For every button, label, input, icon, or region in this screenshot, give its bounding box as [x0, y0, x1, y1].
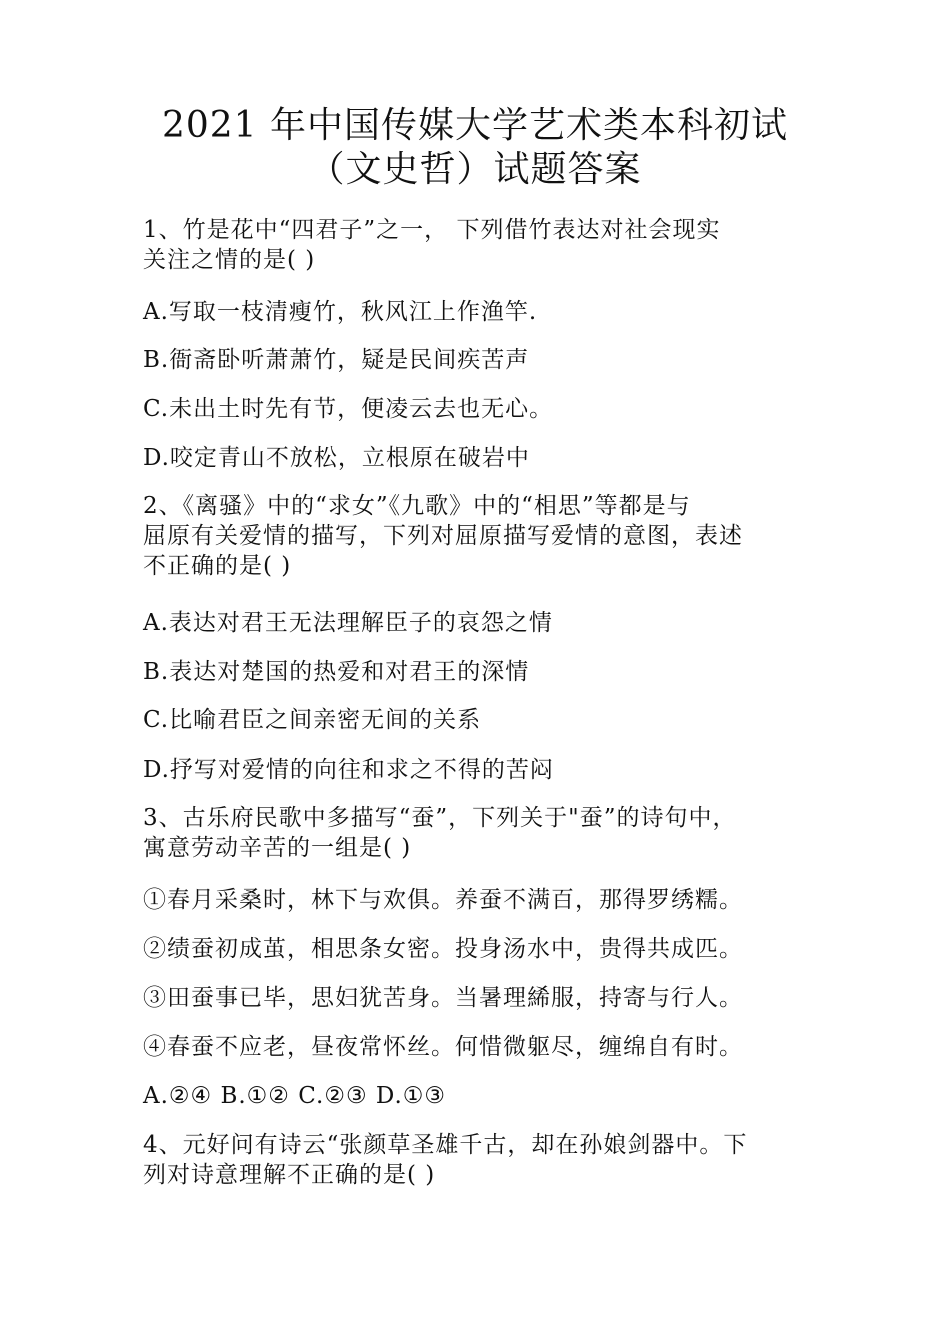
question-2-option-d: D.抒写对爱情的向往和求之不得的苦闷 [143, 757, 554, 783]
question-3-poem-1: ①春月采桑时，林下与欢俱。养蚕不满百，那得罗绣糯。 [143, 887, 743, 913]
question-4-stem-line-2: 列对诗意理解不正确的是( ) [143, 1162, 436, 1188]
question-1-option-d: D.咬定青山不放松，立根原在破岩中 [143, 445, 530, 471]
question-2-stem [143, 491, 833, 581]
question-3-stem-line-2: 寓意劳动辛苦的一组是( ) [143, 835, 412, 861]
document-title-line-2: （文史哲）试题答案 [308, 149, 642, 190]
question-2-option-a: A.表达对君王无法理解臣子的哀怨之情 [143, 610, 553, 636]
question-4-stem-line-1: 4、元好问有诗云“张颜草圣雄千古，却在孙娘剑器中。下 [143, 1132, 748, 1158]
question-3-poem-4: ④春蚕不应老，昼夜常怀丝。何惜微躯尽，缠绵自有时。 [143, 1034, 743, 1060]
question-1-option-b: B.衙斋卧听萧萧竹，疑是民间疾苦声 [143, 347, 530, 373]
question-4-stem [143, 1130, 833, 1190]
question-1-stem [143, 215, 833, 275]
question-1-stem-line-1: 1、竹是花中“四君子”之一， 下列借竹表达对社会现实 [143, 217, 721, 243]
question-2-option-c: C.比喻君臣之间亲密无间的关系 [143, 707, 482, 733]
question-1-stem-line-2: 关注之情的是( ) [143, 247, 316, 273]
question-2-stem-line-1: 2、《离骚》中的“求女”《九歌》中的“相思”等都是与 [143, 493, 691, 519]
question-1-option-a: A.写取一枝清瘦竹，秋风江上作渔竿. [143, 299, 538, 325]
question-2-stem-line-3: 不正确的是( ) [143, 553, 292, 579]
question-3-stem-line-1: 3、古乐府民歌中多描写“蚕”，下列关于"蚕”的诗句中， [143, 805, 737, 831]
question-3-poem-2: ②绩蚕初成茧，相思条女密。投身汤水中，贵得共成匹。 [143, 936, 743, 962]
question-2-option-b: B.表达对楚国的热爱和对君王的深情 [143, 659, 530, 685]
question-3-stem [143, 803, 833, 863]
question-3-answer-options: A.②④ B.①② C.②③ D.①③ [143, 1083, 447, 1109]
question-2-stem-line-2: 屈原有关爱情的描写，下列对屈原描写爱情的意图，表述 [143, 523, 743, 549]
question-1-option-c: C.未出土时先有节，便凌云去也无心。 [143, 396, 554, 422]
document-title-line-1: 2021 年中国传媒大学艺术类本科初试 [161, 105, 789, 146]
question-3-poem-3: ③田蚕事已毕，思妇犹苦身。当暑理絺服，持寄与行人。 [143, 985, 743, 1011]
